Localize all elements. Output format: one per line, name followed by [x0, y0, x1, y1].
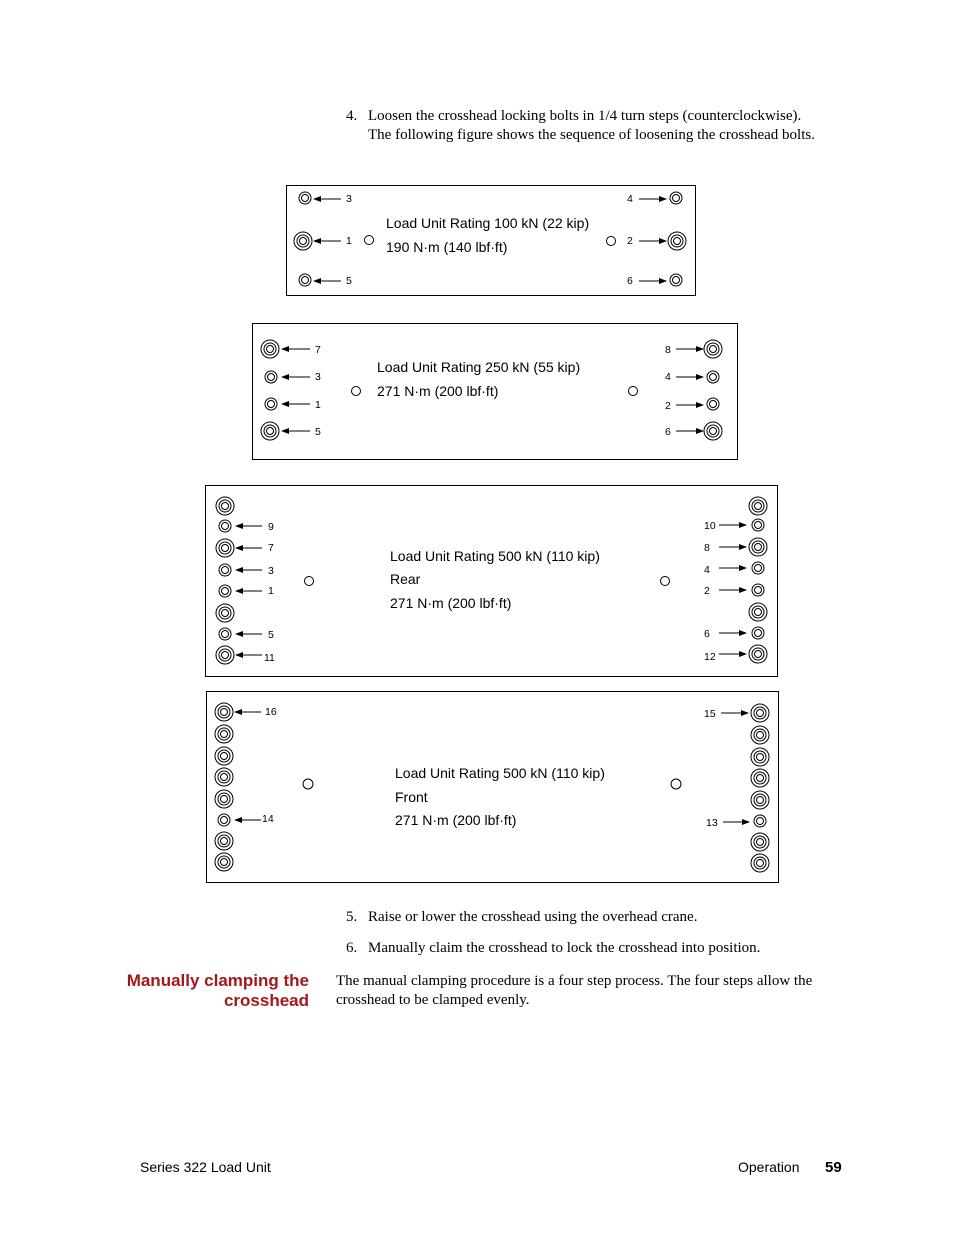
bolt-number: 15: [704, 708, 716, 720]
bolt-icon: [752, 584, 764, 596]
bolt-icon: [749, 538, 767, 556]
bolt-number: 6: [704, 628, 710, 640]
bolt-number: 1: [346, 235, 352, 247]
bolt-sequence-figure-100kn: [286, 185, 696, 296]
bolt-number: 4: [665, 371, 671, 383]
bolt-number: 10: [704, 520, 716, 532]
bolt-icon: [215, 703, 233, 721]
bolt-icon: [751, 704, 769, 722]
bolt-icon: [752, 562, 764, 574]
bolt-icon: [261, 422, 279, 440]
bolt-number: 14: [262, 813, 274, 825]
bolt-icon: [215, 790, 233, 808]
footer-section-name: Operation: [738, 1159, 800, 1175]
section-heading: [89, 971, 309, 1011]
load-rating-label: Load Unit Rating 500 kN (110 kip): [395, 765, 605, 781]
bolt-number: 7: [315, 344, 321, 356]
torque-label: 271 N·m (200 lbf·ft): [395, 812, 517, 828]
bolt-icon: [219, 564, 231, 576]
step-number: 6.: [346, 940, 358, 956]
pin-hole-icon: [365, 236, 374, 245]
bolt-icon: [751, 726, 769, 744]
paragraph-line-1: The manual clamping procedure is a four step process. The four steps allow the: [336, 973, 813, 989]
bolt-icon: [752, 519, 764, 531]
bolt-icon: [216, 646, 234, 664]
pin-hole-icon: [629, 387, 638, 396]
bolt-sequence-figure-500kn-front: [206, 691, 779, 883]
bolt-icon: [749, 603, 767, 621]
bolt-number: 13: [706, 817, 718, 829]
bolt-icon: [216, 604, 234, 622]
bolt-icon: [707, 398, 719, 410]
bolt-number: 2: [665, 400, 671, 412]
bolt-number: 1: [315, 399, 321, 411]
bolt-icon: [749, 497, 767, 515]
bolt-icon: [215, 747, 233, 765]
bolt-icon: [704, 422, 722, 440]
bolt-icon: [215, 725, 233, 743]
bolt-icon: [754, 815, 766, 827]
section-heading-line-2: crosshead: [223, 991, 309, 1010]
bolt-number: 6: [665, 426, 671, 438]
bolt-number: 7: [268, 542, 274, 554]
bolt-sequence-figure-500kn-rear: [205, 485, 778, 677]
step-number: 5.: [346, 909, 358, 925]
pin-hole-icon: [352, 387, 361, 396]
bolt-number: 3: [268, 565, 274, 577]
bolt-number: 11: [264, 652, 275, 664]
step-text-line-2: The following figure shows the sequence of loosening the crosshead bolts.: [368, 127, 815, 143]
bolt-icon: [218, 814, 230, 826]
bolt-icon: [261, 340, 279, 358]
step-text: Raise or lower the crosshead using the overhead crane.: [368, 909, 698, 925]
bolt-number: 2: [704, 585, 710, 597]
pin-hole-icon: [671, 779, 681, 789]
bolt-icon: [219, 585, 231, 597]
pin-hole-icon: [661, 577, 670, 586]
bolt-icon: [215, 832, 233, 850]
bolt-icon: [707, 371, 719, 383]
bolt-icon: [751, 769, 769, 787]
bolt-number: 4: [627, 193, 633, 205]
bolt-sequence-figure-250kn: [252, 323, 738, 460]
bolt-icon: [216, 497, 234, 515]
pin-hole-icon: [607, 237, 616, 246]
bolt-icon: [219, 628, 231, 640]
bolt-icon: [670, 192, 682, 204]
bolt-icon: [299, 274, 311, 286]
position-label: Front: [395, 789, 428, 805]
bolt-icon: [751, 791, 769, 809]
step-4: [346, 107, 846, 147]
bolt-icon: [751, 854, 769, 872]
bolt-icon: [219, 520, 231, 532]
torque-label: 271 N·m (200 lbf·ft): [377, 383, 499, 399]
bolt-number: 5: [346, 275, 352, 287]
bolt-number: 8: [704, 542, 710, 554]
bolt-number: 5: [268, 629, 274, 641]
bolt-icon: [299, 192, 311, 204]
step-text: Manually claim the crosshead to lock the crosshead into position.: [368, 940, 761, 956]
load-rating-label: Load Unit Rating 100 kN (22 kip): [386, 215, 590, 231]
bolt-icon: [749, 645, 767, 663]
bolt-number: 1: [268, 585, 274, 597]
bolt-number: 2: [627, 235, 633, 247]
torque-label: 271 N·m (200 lbf·ft): [390, 595, 512, 611]
pin-hole-icon: [303, 779, 313, 789]
bolt-icon: [216, 539, 234, 557]
load-rating-label: Load Unit Rating 250 kN (55 kip): [377, 359, 581, 375]
bolt-icon: [752, 627, 764, 639]
section-paragraph: [336, 972, 846, 1010]
paragraph-line-2: crosshead to be clamped evenly.: [336, 992, 530, 1008]
bolt-icon: [668, 232, 686, 250]
footer-document-title: Series 322 Load Unit: [140, 1159, 271, 1175]
bolt-icon: [751, 748, 769, 766]
step-number: 4.: [346, 108, 358, 124]
bolt-number: 3: [315, 371, 321, 383]
bolt-number: 12: [704, 651, 716, 663]
bolt-icon: [704, 340, 722, 358]
bolt-icon: [265, 398, 277, 410]
step-text-line-1: Loosen the crosshead locking bolts in 1/4 turn steps (counterclockwise).: [368, 108, 802, 124]
bolt-number: 9: [268, 521, 274, 533]
section-heading-line-1: Manually clamping the: [126, 971, 309, 990]
bolt-number: 3: [346, 193, 352, 205]
bolt-icon: [751, 833, 769, 851]
bolt-number: 8: [665, 344, 671, 356]
bolt-number: 5: [315, 426, 321, 438]
pin-hole-icon: [305, 577, 314, 586]
torque-label: 190 N·m (140 lbf·ft): [386, 239, 508, 255]
position-label: Rear: [390, 571, 421, 587]
bolt-number: 16: [265, 706, 277, 718]
step-6: [346, 939, 846, 959]
load-rating-label: Load Unit Rating 500 kN (110 kip): [390, 548, 600, 564]
bolt-icon: [265, 371, 277, 383]
bolt-icon: [215, 768, 233, 786]
bolt-icon: [215, 853, 233, 871]
bolt-number: 4: [704, 564, 710, 576]
step-5: [346, 908, 846, 928]
bolt-icon: [294, 232, 312, 250]
bolt-number: 6: [627, 275, 633, 287]
bolt-icon: [670, 274, 682, 286]
footer-page-number: 59: [825, 1159, 842, 1176]
